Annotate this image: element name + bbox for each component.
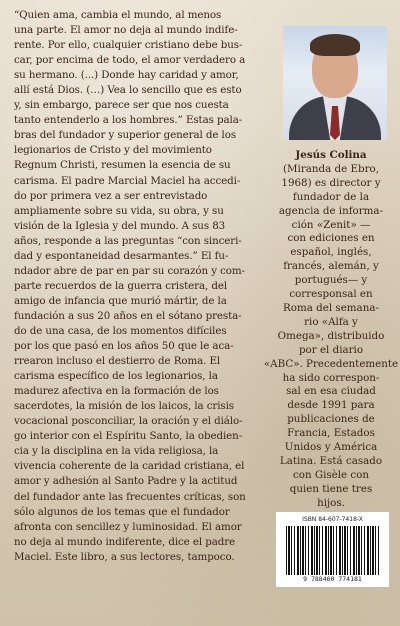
bio-line: ha sido correspon- (282, 371, 380, 384)
synopsis-line: ndador abre de par en par su corazón y com- (14, 264, 245, 277)
bio-line: sal en esa ciudad (286, 385, 376, 398)
synopsis-line: madurez afectiva en la formación de los (14, 385, 219, 398)
synopsis-line: años, responde a las preguntas “con sinceri- (14, 234, 242, 247)
photo-hair (310, 34, 360, 56)
synopsis-line: por los que pasó en los años 50 que le aca- (14, 340, 234, 353)
bio-line: por el diario (298, 343, 364, 356)
synopsis-line: Regnum Christi, resumen la esencia de su (14, 159, 231, 172)
bio-line: publicaciones de (287, 413, 375, 426)
synopsis-line: allí está Dios. (…) Vea lo sencillo que es esto (14, 84, 242, 97)
author-name: Jesús Colina (295, 149, 367, 161)
bio-line: rio «Alfa y (304, 315, 358, 328)
bio-line: Latina. Está casado (279, 454, 383, 467)
bio-line: Francia, Estados (287, 427, 375, 440)
bio-line: fundador de la (292, 190, 370, 203)
synopsis-line: parte recuerdos de la guerra cristera, del (14, 279, 228, 292)
synopsis-line: afronta con sencillez y luminosidad. El amor (14, 520, 242, 533)
synopsis-line: Maciel. Este libro, a sus lectores, tampoco. (14, 550, 235, 563)
synopsis-line: tanto entenderlo a los hombres.” Estas pala- (14, 114, 243, 127)
synopsis-line: dad y espontaneidad desarmantes.” El fu- (14, 249, 229, 262)
synopsis-line: “Quien ama, cambia el mundo, al menos (14, 9, 222, 21)
bio-line: corresponsal en (289, 288, 373, 301)
synopsis-line: sólo algunos de los temas que el fundador (14, 505, 230, 518)
synopsis-line: rrearon incluso el destierro de Roma. El (14, 355, 221, 368)
synopsis-line: no deja al mundo indiferente, dice el padre (14, 535, 236, 548)
bio-line: con ediciones en (287, 232, 375, 245)
synopsis-line: vivencia coherente de la caridad cristiana, el (14, 460, 245, 473)
barcode-digits: 9 788460 774181 (276, 575, 389, 583)
synopsis-line: car, por encima de todo, el amor verdadero a (14, 54, 246, 67)
bio-line: español, inglés, (290, 246, 372, 259)
synopsis-line: legionarios de Cristo y del movimiento (14, 144, 212, 157)
synopsis-line: amor y adhesión al Santo Padre y la actitud (14, 475, 238, 488)
synopsis-line: fundación a sus 20 años en el sótano presta- (14, 309, 242, 322)
synopsis-line: ampliamente sobre su vida, su obra, y su (14, 204, 224, 217)
author-photo (283, 26, 387, 140)
synopsis-line: una parte. El amor no deja al mundo indife- (14, 24, 238, 37)
author-bio (262, 149, 400, 511)
synopsis-line: visión de la Iglesia y del mundo. A sus 83 (14, 219, 226, 232)
isbn-label: ISBN 84-607-7418-X (302, 516, 363, 523)
synopsis-text (14, 8, 268, 565)
bio-line: hijos. (317, 496, 345, 509)
bio-line: 1968) es director y (281, 176, 381, 189)
bio-line: Roma del semana- (283, 301, 379, 314)
synopsis-line: do de una casa, de los momentos difíciles (14, 324, 227, 337)
bio-line: desde 1991 para (287, 399, 375, 412)
isbn-barcode (276, 512, 389, 587)
synopsis-line: go interior con el Espíritu Santo, la obedien- (14, 430, 243, 443)
synopsis-line: sacerdotes, la misión de los laicos, la crisis (14, 400, 234, 413)
bio-line: Unidos y América (284, 441, 378, 454)
synopsis-line: carisma. El padre Marcial Maciel ha accedi- (14, 174, 241, 187)
bio-line: «ABC». Precedentemente (263, 357, 399, 370)
synopsis-line: su hermano. (...) Donde hay caridad y amor, (14, 69, 239, 82)
bio-line: francés, alemán, y (283, 260, 379, 273)
bio-line: Omega», distribuido (277, 329, 385, 342)
bio-line: ción «Zenit» — (291, 218, 371, 231)
bio-line: (Miranda de Ebro, (282, 162, 379, 175)
bio-line: portugués— y (294, 274, 368, 287)
synopsis-line: do por primera vez a ser entrevistado (14, 189, 208, 202)
synopsis-line: bras del fundador y superior general de los (14, 129, 237, 142)
synopsis-line: y, sin embargo, parece ser que nos cuesta (14, 99, 229, 112)
synopsis-line: carisma específico de los legionarios, la (14, 370, 218, 383)
bio-line: agencia de informa- (278, 204, 384, 217)
barcode-bars (286, 526, 381, 576)
bio-line: con Gisèle con (292, 468, 370, 481)
synopsis-line: cia y la disciplina en la vida religiosa, la (14, 445, 219, 458)
synopsis-line: rente. Por ello, cualquier cristiano debe bus- (14, 39, 243, 52)
synopsis-line: amigo de infancia que murió mártir, de la (14, 294, 227, 307)
synopsis-line: vocacional posconciliar, la oración y el diálo- (14, 415, 243, 428)
bio-line: quien tiene tres (289, 482, 373, 495)
synopsis-line: del fundador ante las frecuentes críticas, son (14, 490, 246, 503)
